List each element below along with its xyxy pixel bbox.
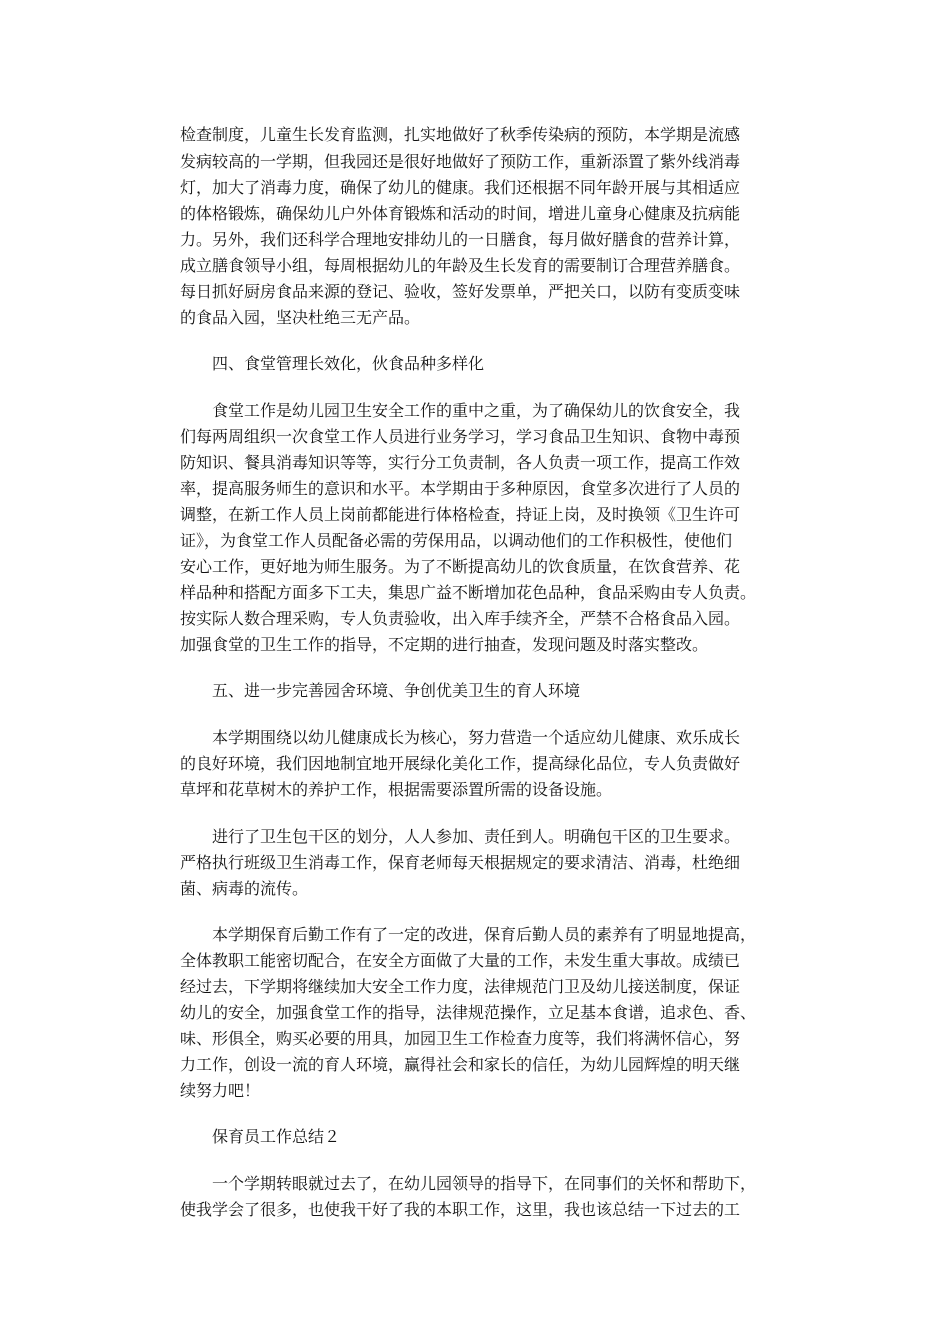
text-line: 灯，加大了消毒力度，确保了幼儿的健康。我们还根据不同年龄开展与其相适应 bbox=[180, 178, 741, 197]
text-line: 证》，为食堂工作人员配备必需的劳保用品，以调动他们的工作积极性，使他们 bbox=[180, 531, 733, 550]
text-line: 样品种和搭配方面多下工夫，集思广益不断增加花色品种，食品采购由专人负责。 bbox=[180, 583, 757, 602]
text-line: 一个学期转眼就过去了，在幼儿园领导的指导下，在同事们的关怀和帮助下， bbox=[212, 1174, 757, 1193]
text-line: 发病较高的一学期，但我园还是很好地做好了预防工作，重新添置了紫外线消毒 bbox=[180, 152, 741, 171]
text-line: 每日抓好厨房食品来源的登记、验收，签好发票单，严把关口，以防有变质变味 bbox=[180, 282, 741, 301]
text-line: 菌、病毒的流传。 bbox=[180, 879, 309, 898]
text-line: 味、形俱全，购买必要的用具，加园卫生工作检查力度等，我们将满怀信心，努 bbox=[180, 1029, 741, 1048]
text-line: 本学期围绕以幼儿健康成长为核心，努力营造一个适应幼儿健康、欢乐成长 bbox=[212, 728, 741, 747]
text-line: 率，提高服务师生的意识和水平。本学期由于多种原因，食堂多次进行了人员的 bbox=[180, 479, 741, 498]
text-line: 力工作，创设一流的育人环境，赢得社会和家长的信任，为幼儿园辉煌的明天继 bbox=[180, 1055, 741, 1074]
text-line: 力。另外，我们还科学合理地安排幼儿的一日膳食，每月做好膳食的营养计算， bbox=[180, 230, 741, 249]
text-line: 草坪和花草树木的养护工作，根据需要添置所需的设备设施。 bbox=[180, 780, 613, 799]
text-line: 们每两周组织一次食堂工作人员进行业务学习，学习食品卫生知识、食物中毒预 bbox=[180, 427, 741, 446]
text-line: 检查制度，儿童生长发育监测，扎实地做好了秋季传染病的预防，本学期是流感 bbox=[180, 125, 741, 144]
text-line: 的良好环境，我们因地制宜地开展绿化美化工作，提高绿化品位，专人负责做好 bbox=[180, 754, 741, 773]
document-subtitle: 保育员工作总结２ bbox=[212, 1127, 341, 1146]
text-line: 幼儿的安全，加强食堂工作的指导，法律规范操作，立足基本食谱，追求色、香、 bbox=[180, 1003, 757, 1022]
text-line: 经过去，下学期将继续加大安全工作力度，法律规范门卫及幼儿接送制度，保证 bbox=[180, 977, 741, 996]
text-line: 使我学会了很多，也使我干好了我的本职工作，这里，我也该总结一下过去的工 bbox=[180, 1200, 741, 1219]
text-line: 安心工作，更好地为师生服务。为了不断提高幼儿的饮食质量，在饮食营养、花 bbox=[180, 557, 741, 576]
section-heading: 四、食堂管理长效化，伙食品种多样化 bbox=[212, 354, 485, 373]
text-line: 调整，在新工作人员上岗前都能进行体格检查，持证上岗，及时换领《卫生许可 bbox=[180, 505, 741, 524]
section-heading: 五、进一步完善园舍环境、争创优美卫生的育人环境 bbox=[212, 681, 581, 700]
text-line: 成立膳食领导小组，每周根据幼儿的年龄及生长发育的需要制订合理营养膳食。 bbox=[180, 256, 741, 275]
text-line: 加强食堂的卫生工作的指导，不定期的进行抽查，发现问题及时落实整改。 bbox=[180, 635, 709, 654]
text-line: 续努力吧！ bbox=[180, 1081, 261, 1100]
text-line: 食堂工作是幼儿园卫生安全工作的重中之重，为了确保幼儿的饮食安全，我 bbox=[212, 401, 741, 420]
text-line: 本学期保育后勤工作有了一定的改进，保育后勤人员的素养有了明显地提高， bbox=[212, 925, 757, 944]
text-line: 全体教职工能密切配合，在安全方面做了大量的工作，未发生重大事故。成绩已 bbox=[180, 951, 741, 970]
text-line: 严格执行班级卫生消毒工作，保育老师每天根据规定的要求清洁、消毒，杜绝细 bbox=[180, 853, 741, 872]
text-line: 的体格锻炼，确保幼儿户外体育锻炼和活动的时间，增进儿童身心健康及抗病能 bbox=[180, 204, 741, 223]
text-line: 按实际人数合理采购，专人负责验收，出入库手续齐全，严禁不合格食品入园。 bbox=[180, 609, 741, 628]
text-line: 进行了卫生包干区的划分，人人参加、责任到人。明确包干区的卫生要求。 bbox=[212, 827, 741, 846]
text-line: 的食品入园，坚决杜绝三无产品。 bbox=[180, 308, 421, 327]
text-line: 防知识、餐具消毒知识等等，实行分工负责制，各人负责一项工作，提高工作效 bbox=[180, 453, 741, 472]
